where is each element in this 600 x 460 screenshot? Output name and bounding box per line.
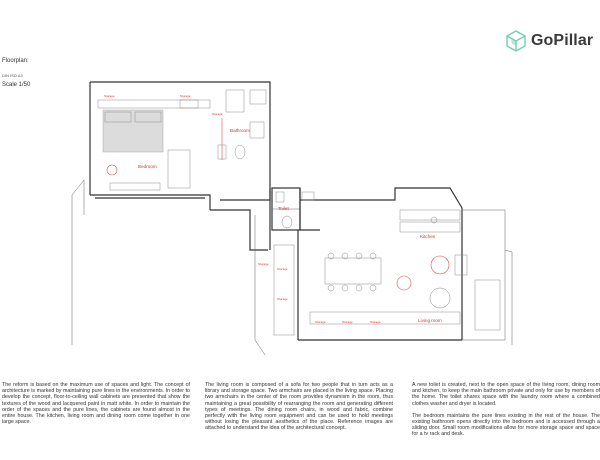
- room-label-bathroom: Bathroom: [230, 128, 250, 133]
- room-label-toilet: Toilet: [278, 206, 289, 211]
- storage-label-7: Storage: [277, 267, 288, 271]
- storage-label-3: Storage: [212, 112, 223, 116]
- description-column-3: [412, 382, 600, 444]
- storage-label-4: Storage: [315, 320, 326, 324]
- room-label-bedroom: Bedroom: [138, 164, 157, 169]
- living-furniture: [274, 245, 500, 335]
- plan-title: Floorplan:: [2, 58, 29, 64]
- description-text-3b: The bedroom maintains the pure lines existing in the rest of the house. The existing bathroom opens directly into the bedroom and is accessed through a sliding door. Small room modifications allow for more storage space and space for a tv rack and desk.: [412, 412, 600, 438]
- description-text-3a: A new toilet is created, next to the open space of the living room, dining room and kitchen, to keep the main bathroom private and only for use by members of the home. The toilet shares space with the laundry room where a combined clothes washer and dryer is located.: [412, 382, 600, 407]
- room-label-living-room: Living room: [418, 318, 442, 323]
- brand-name: GoPillar: [531, 32, 594, 49]
- storage-label-8: Storage: [277, 297, 288, 301]
- storage-label-9: Storage: [258, 262, 269, 266]
- plan-sheet: DIN ISO A3: [2, 73, 23, 78]
- storage-label-1: Storage: [104, 94, 115, 98]
- description-text-1: The reform is based on the maximum use of spaces and light. The concept of architecture is marked by maintaining pure lines in the environments. In order to develop the concept, floor-to-ceiling wall cabinets are presented that show the textures of the wood and lacquered paint in matt white. In order to maintain the order of the spaces and the pure lines, the cabinets are found almost in the entire house. The kitchen, living room and dining room come together in one large space.: [2, 382, 190, 426]
- kitchen-fixtures: [400, 210, 467, 308]
- storage-label-2: Storage: [180, 94, 191, 98]
- storage-label-6: Storage: [370, 320, 381, 324]
- storage-label-5: Storage: [342, 320, 353, 324]
- description-column-1: [2, 382, 190, 431]
- room-label-kitchen: Kitchen: [420, 234, 436, 239]
- plan-scale: Scale 1/50: [2, 82, 31, 88]
- bedroom-furniture: [98, 100, 210, 190]
- description-column-2: [205, 382, 393, 438]
- bathroom-fixtures: [218, 90, 266, 160]
- description-text-2: The living room is composed of a sofa for two people that in turn acts as a library and storage space. Two armchairs are placed in the living space. Placing two armchairs in the center of the room provides dynamism in the room, thus maintaining a great possibility of rearranging the room and generating different types of meetings. The dining room chairs, in wood and fabric, combine perfectly with the living room equipment and can be used to hold meetings without losing the pleasant aesthetics of the place. Reference images are attached to understand the idea of the architectural concept.: [205, 382, 393, 432]
